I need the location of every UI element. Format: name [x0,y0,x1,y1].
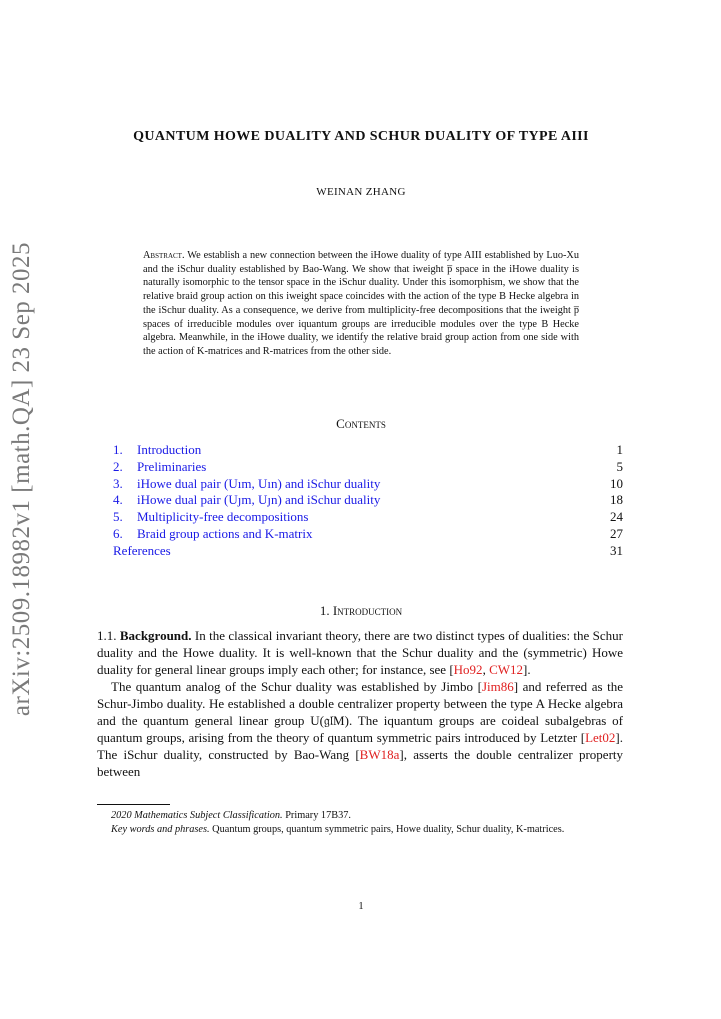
toc-entry[interactable]: 1. Introduction 1 [113,442,623,457]
citation-link[interactable]: Jim86 [481,679,514,694]
abstract-label: Abstract. [143,250,185,261]
paragraph: The quantum analog of the Schur duality was established by Jimbo [Jim86] and referred as the Schur-Jimbo duality. He established a double centralizer property between the type A Hecke algebra and the quantum general linear group U(𝔤𝔩M). The iquantum groups are coideal subalgebras of quantum groups, arising from the theory of quantum symmetric pairs introduced by Letzter [Let02]. The iSchur duality, constructed by Bao-Wang [BW18a], asserts the double centralizer property between [97,679,624,779]
paragraph: 1.1. Background. In the classical invariant theory, there are two distinct types of dualities: the Schur duality and the Howe duality. It is well-known that the Schur duality and the (symmetric) Howe duality for general linear groups imply each other; for instance, see [Ho92, CW12]. [97,628,624,677]
author: WEINAN ZHANG [316,186,406,198]
abstract [143,249,579,359]
toc-entry[interactable]: 5. Multiplicity-free decompositions 24 [113,509,623,525]
paper-title: QUANTUM HOWE DUALITY AND SCHUR DUALITY OF TYPE AIII [133,129,589,144]
citation-link[interactable]: Ho92 [453,662,483,677]
toc-entry[interactable]: 6. Braid group actions and K-matrix 27 [113,525,623,541]
table-of-contents [113,442,623,560]
citation-link[interactable]: Let02 [585,730,616,745]
body-text [97,627,623,780]
section-heading: 1. Introduction [319,603,403,618]
footnote-rule [97,804,170,805]
arxiv-stamp: arXiv:2509.18982v1 [math.QA] 23 Sep 2025 [8,241,35,717]
toc-entry[interactable]: 2. Preliminaries 5 [113,458,623,474]
toc-entry[interactable]: 3. iHowe dual pair (Uım, Uın) and iSchur duality 10 [113,475,623,491]
citation-link[interactable]: CW12 [489,662,524,677]
toc-entry-references[interactable]: References 31 [113,542,623,558]
footnote-msc: 2020 Mathematics Subject Classification. Primary 17B37. [111,810,351,821]
contents-heading: Contents [336,416,386,431]
page-number: 1 [358,901,364,912]
abstract-text: We establish a new connection between the iHowe duality of type AIII established by Luo-Xu and the iSchur duality established by Bao-Wang. We show that iweight p̅ space in the iHowe duality is naturally isomorphic to the tensor space in the iSchur duality. Under this isomorphism, we show that the relative braid group action on this iweight space coincides with the action of the type B Hecke algebra in the iSchur duality. As a consequence, we derive from multiplicity-free decompositions that the iweight p̅ spaces of irreducible modules over iquantum groups are irreducible modules over the type B Hecke algebra. Meanwhile, in the iHowe duality, we identify the relative braid group action from one side with the action of K-matrices and R-matrices from the other side. [143,250,580,357]
citation-link[interactable]: BW18a [359,747,400,762]
footnotes [97,809,623,837]
footnote-keywords: Key words and phrases. Quantum groups, quantum symmetric pairs, Howe duality, Schur duality, K-matrices. [111,824,565,835]
toc-entry[interactable]: 4. iHowe dual pair (Uȷm, Uȷn) and iSchur duality 18 [113,492,623,508]
